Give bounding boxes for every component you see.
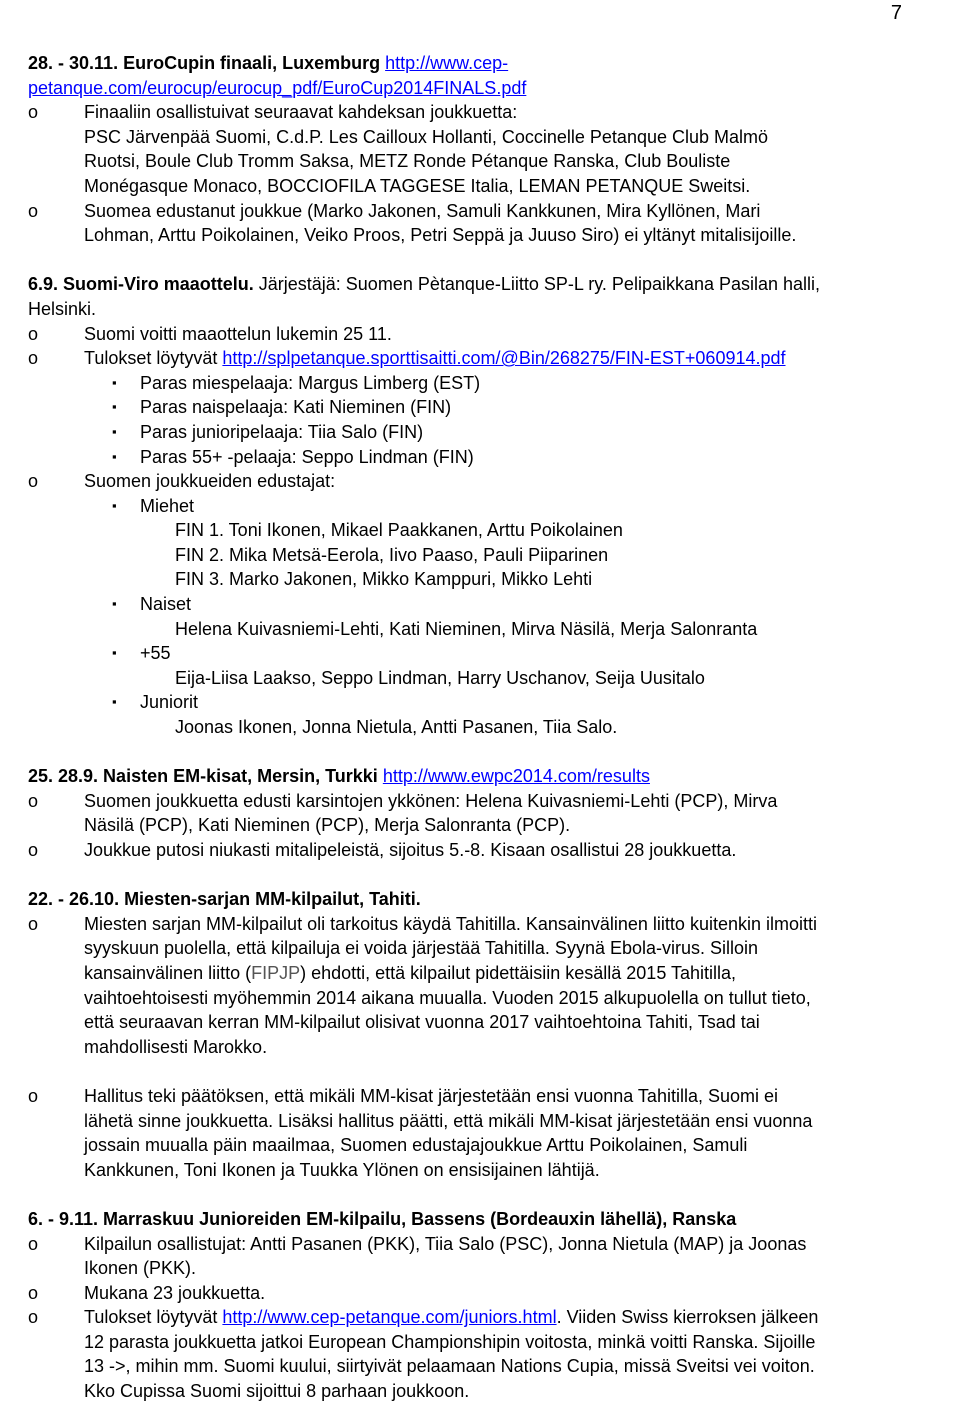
- eurocup-heading: [28, 51, 948, 100]
- list-item: o Tulokset löytyvät http://splpetanque.sporttisaitti.com/@Bin/268275/FIN-EST+060914.pdf: [28, 346, 948, 371]
- square-bullet-icon: ▪: [112, 399, 117, 415]
- square-bullet-icon: ▪: [112, 694, 117, 710]
- team-line: Eija-Liisa Laakso, Seppo Lindman, Harry Uschanov, Seija Uusitalo: [175, 667, 705, 688]
- list-item: o Suomea edustanut joukkue (Marko Jakonen, Samuli Kankkunen, Mira Kyllönen, Mari Lohman, Arttu Poikolainen, Veiko Proos, Petri Seppä ja Juuso Siro) ei yltänyt mitalisijoille.: [28, 199, 948, 248]
- maaottelu-results-link[interactable]: http://splpetanque.sporttisaitti.com/@Bin/268275/FIN-EST+060914.pdf: [222, 348, 786, 369]
- sub-list-item: ▪ Paras naispelaaja: Kati Nieminen (FIN): [28, 395, 948, 420]
- square-bullet-icon: ▪: [112, 596, 117, 612]
- list-item: o Kilpailun osallistujat: Antti Pasanen (PKK), Tiia Salo (PSC), Jonna Nietula (MAP) ja Joonas Ikonen (PKK).: [28, 1232, 948, 1281]
- junior-em-title: 6. - 9.11. Marraskuu Junioreiden EM-kilpailu, Bassens (Bordeauxin lähellä), Ranska: [28, 1208, 737, 1229]
- team-line: Helena Kuivasniemi-Lehti, Kati Nieminen, Mirva Näsilä, Merja Salonranta: [175, 618, 758, 639]
- maaottelu-title: 6.9. Suomi-Viro maaottelu.: [28, 274, 254, 295]
- eurocup-title: 28. - 30.11. EuroCupin finaali, Luxemburg: [28, 53, 381, 73]
- square-bullet-icon: ▪: [112, 448, 117, 464]
- bullet-marker: o: [28, 790, 39, 811]
- juniors-results-link[interactable]: http://www.cep-petanque.com/juniors.html: [222, 1307, 557, 1328]
- bullet-marker: o: [28, 102, 39, 123]
- sub-list-item: ▪ Juniorit: [28, 690, 948, 715]
- team-line: Joonas Ikonen, Jonna Nietula, Antti Pasanen, Tiia Salo.: [175, 717, 618, 738]
- bullet-marker: o: [28, 1085, 39, 1106]
- mm-kilpailut-title: 22. - 26.10. Miesten-sarjan MM-kilpailut, Tahiti.: [28, 889, 421, 910]
- list-item: o Joukkue putosi niukasti mitalipeleistä, sijoitus 5.-8. Kisaan osallistui 28 joukkuetta.: [28, 838, 948, 863]
- bullet-marker: o: [28, 1307, 39, 1328]
- sub-list-item: ▪ Naiset: [28, 592, 948, 617]
- sub-list-item: ▪ Paras junioripelaaja: Tiia Salo (FIN): [28, 420, 948, 445]
- em-kisat-heading: [28, 764, 948, 789]
- bullet-marker: o: [28, 471, 39, 492]
- bullet-marker: o: [28, 348, 39, 369]
- square-bullet-icon: ▪: [112, 497, 117, 513]
- bullet-marker: o: [28, 200, 39, 221]
- list-item: o Tulokset löytyvät http://www.cep-petanque.com/juniors.html. Viiden Swiss kierroksen jälkeen 12 parasta joukkuetta jatkoi European Championshipin voitosta, minkä voitti Ranska. Sijoille 13 ->, mihin mm. Suomi kuului, siirtyivät pelaamaan Nations Cupia, missä Sveitsi vei voiton. Kko Cupissa Suomi sijoittui 8 parhaan joukkoon.: [28, 1305, 948, 1403]
- list-item: o Miesten sarjan MM-kilpailut oli tarkoitus käydä Tahitilla. Kansainvälinen liitto kuitenkin ilmoitti syyskuun puolella, että kilpailuja ei voida järjestää Tahitilla. Syynä Ebola-virus. Silloin kansainvälinen liitto (FIPJP) ehdotti, että kilpailut pidettäisiin kesällä 2015 Tahitilla, vaihtoehtoisesti myöhemmin 2014 aikana muualla. Vuoden 2015 alkupuolella on tullut tieto, että seuraavan kerran MM-kilpailut olisivat vuonna 2017 vaihtoehtoina Tahiti, Tsad tai mahdollisesti Marokko.: [28, 912, 948, 1060]
- list-item: o Suomen joukkueiden edustajat:: [28, 469, 948, 494]
- fipjp-term: FIPJP: [251, 962, 301, 983]
- square-bullet-icon: ▪: [112, 374, 117, 390]
- square-bullet-icon: ▪: [112, 645, 117, 661]
- sub-list-item: ▪ Paras miespelaaja: Margus Limberg (EST): [28, 371, 948, 396]
- page-number: 7: [890, 2, 902, 24]
- sub-list-item: ▪ +55: [28, 641, 948, 666]
- em-kisat-title: 25. 28.9. Naisten EM-kisat, Mersin, Turkki: [28, 766, 378, 787]
- list-item: o Suomen joukkuetta edusti karsintojen ykkönen: Helena Kuivasniemi-Lehti (PCP), Mirva Näsilä (PCP), Kati Nieminen (PCP), Merja Salonranta (PCP).: [28, 789, 948, 838]
- bullet-marker: o: [28, 840, 39, 860]
- sub-list-item: ▪ Paras 55+ -pelaaja: Seppo Lindman (FIN): [28, 445, 948, 470]
- list-item: o Mukana 23 joukkuetta.: [28, 1281, 948, 1306]
- list-item: o Suomi voitti maaottelun lukemin 25 11.: [28, 322, 948, 347]
- maaottelu-heading: 6.9. Suomi-Viro maaottelu. Järjestäjä: Suomen Pètanque-Liitto SP-L ry. Pelipaikkana Pasilan halli, Helsinki.: [28, 274, 821, 319]
- bullet-marker: o: [28, 1282, 39, 1303]
- team-line: FIN 1. Toni Ikonen, Mikael Paakkanen, Arttu Poikolainen: [175, 520, 623, 541]
- document-content: [28, 51, 948, 1404]
- bullet-marker: o: [28, 1233, 39, 1254]
- team-line: FIN 2. Mika Metsä-Eerola, Iivo Paaso, Pauli Piiparinen: [175, 544, 609, 565]
- square-bullet-icon: ▪: [112, 423, 117, 439]
- eurocup-link[interactable]: http://www.cep- petanque.com/eurocup/eurocup_pdf/EuroCup2014FINALS.pdf: [28, 53, 527, 98]
- bullet-marker: o: [28, 913, 39, 934]
- list-item: o Hallitus teki päätöksen, että mikäli MM-kisat järjestetään ensi vuonna Tahitilla, Suomi ei lähetä sinne joukkuetta. Lisäksi hallitus päätti, että mikäli MM-kisat järjestetään ensi vuonna jossain muualla päin maailmaa, Suomen edustajajoukkue Arttu Poikolainen, Samuli Kankkunen, Toni Ikonen ja Tuukka Ylönen on ensisijainen lähtijä.: [28, 1084, 948, 1182]
- bullet-marker: o: [28, 323, 39, 344]
- team-line: FIN 3. Marko Jakonen, Mikko Kamppuri, Mikko Lehti: [175, 569, 593, 590]
- em-kisat-link[interactable]: http://www.ewpc2014.com/results: [382, 766, 650, 787]
- list-item: o Finaaliin osallistuivat seuraavat kahdeksan joukkuetta: PSC Järvenpää Suomi, C.d.P. Les Cailloux Hollanti, Coccinelle Petanque Club Malmö Ruotsi, Boule Club Tromm Saksa, METZ Ronde Pétanque Ranska, Club Bouliste Monégasque Monaco, BOCCIOFILA TAGGESE Italia, LEMAN PETANQUE Sweitsi.: [28, 100, 948, 198]
- sub-list-item: ▪ Miehet: [28, 494, 948, 519]
